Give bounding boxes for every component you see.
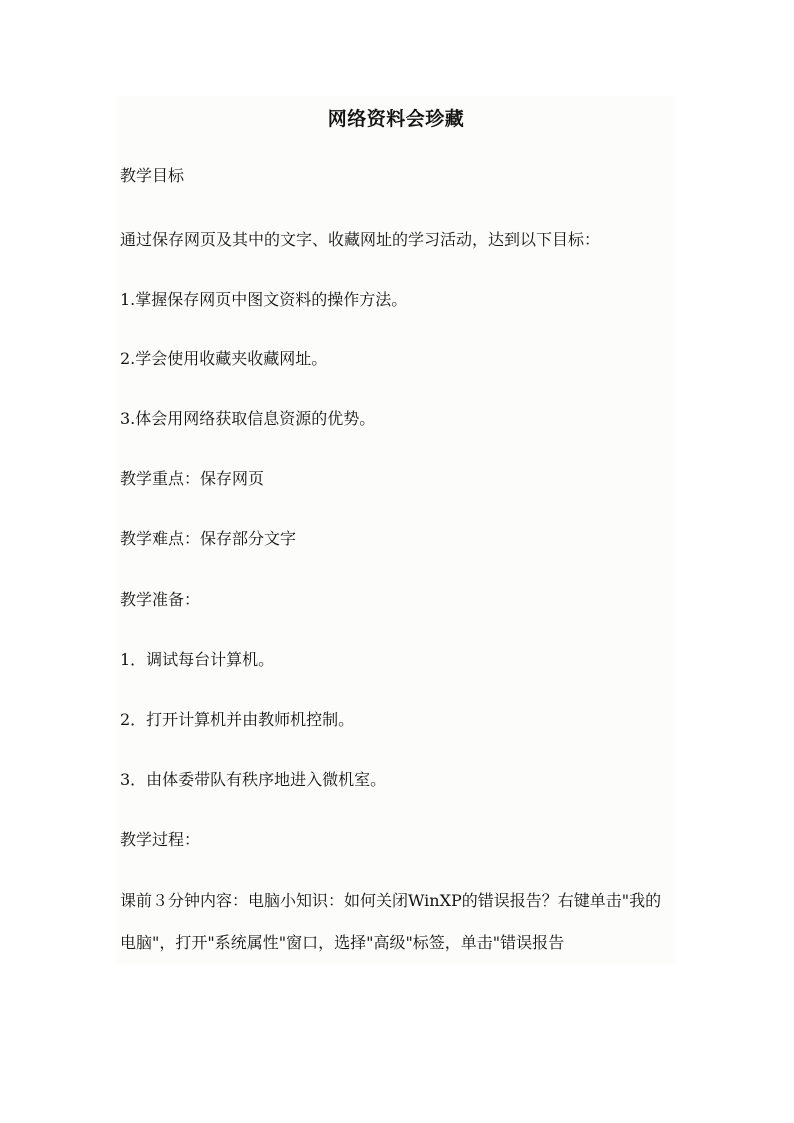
process-paragraph: 课前３分钟内容：电脑小知识：如何关闭WinXP的错误报告？右键单击"我的电脑"，打开"系统属性"窗口，选择"高级"标签，单击"错误报告 <box>120 891 662 952</box>
objective-item-3: 3.体会用网络获取信息资源的优势。 <box>120 409 376 428</box>
preparation-item-3: 3．由体委带队有秩序地进入微机室。 <box>120 770 387 789</box>
document-page <box>116 96 676 964</box>
objective-item-2: 2.学会使用收藏夹收藏网址。 <box>120 349 328 368</box>
section-heading-process: 教学过程： <box>120 830 201 849</box>
objectives-intro: 通过保存网页及其中的文字、收藏网址的学习活动，达到以下目标： <box>120 230 601 249</box>
section-heading-objectives: 教学目标 <box>120 166 185 185</box>
document-title: 网络资料会珍藏 <box>327 108 465 130</box>
objective-item-1: 1.掌握保存网页中图文资料的操作方法。 <box>120 290 408 309</box>
section-heading-preparation: 教学准备： <box>120 590 201 609</box>
difficult-point: 教学难点：保存部分文字 <box>120 529 297 548</box>
key-point: 教学重点：保存网页 <box>120 469 265 488</box>
preparation-item-1: 1．调试每台计算机。 <box>120 650 275 669</box>
preparation-item-2: 2．打开计算机并由教师机控制。 <box>120 710 355 729</box>
